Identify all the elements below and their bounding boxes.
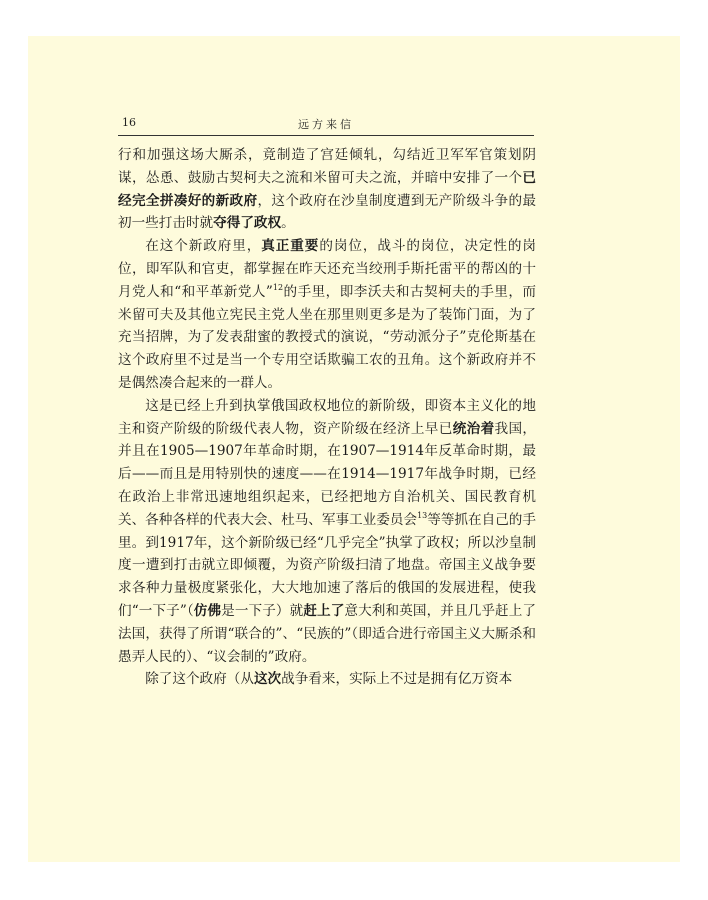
emphasized-text: 夺得了政权: [213, 215, 282, 232]
paragraph: [118, 235, 536, 395]
text-run: 是一下子）就: [221, 602, 304, 619]
paragraph: [118, 668, 536, 691]
text-run: 这是已经上升到执掌俄国政权地位的新阶级，即资本主义化的地主和资产阶级的阶级代表人物，资产阶级在经济上早已: [118, 397, 536, 437]
page-header: [118, 113, 534, 136]
emphasized-text: 赶上了: [303, 602, 345, 619]
paragraph: [118, 144, 536, 235]
emphasized-text: 这次: [253, 671, 282, 688]
text-run: 的岗位，战斗的岗位，决定性的岗位，即军队和官吏，都掌握在昨天还充当绞刑手斯托雷平的帮凶的十月党人和“和平革新党人”: [118, 238, 537, 300]
footnote-marker: 12: [272, 282, 284, 292]
text-run: 行和加强这场大厮杀，竟制造了宫廷倾轧，勾结近卫军军官策划阴谋，怂恿、鼓励古契柯夫之流和米留可夫之流，并暗中安排了一个: [118, 147, 536, 186]
page-number: 16: [122, 116, 136, 129]
text-run: 意大利和英国，并且几乎赶上了法国，获得了所谓“联合的”、“民族的”（即适合进行帝国主义大厮杀和愚弄人民的）、“议会制的”政府。: [118, 602, 537, 665]
emphasized-text: 仿佛: [193, 602, 222, 619]
running-title: 远方来信: [298, 118, 354, 131]
text-run: 在这个新政府里，: [145, 238, 262, 255]
footnote-marker: 13: [417, 510, 428, 520]
text-run: 。: [281, 215, 295, 232]
emphasized-text: 已经完全拼凑好的新政府: [118, 169, 536, 209]
emphasized-text: 统治着: [452, 420, 495, 437]
text-run: 等等抓在自己的手里。到1917年，这个新阶级已经“几乎完全”执掌了政权；所以沙皇制度一遭到打击就立即倾覆，为资产阶级扫清了地盘。帝国主义战争要求各种力量极度紧张化，大大地加速了落后的俄国的发展进程，使我们“一下子”（: [118, 511, 536, 619]
body-text: [118, 144, 536, 691]
text-run: ，这个政府在沙皇制度遭到无产阶级斗争的最初一些打击时就: [118, 192, 537, 232]
text-run: 除了这个政府（从: [145, 671, 254, 688]
text-run: 我国，并且在1905—1907年革命时期，在1907—1914年反革命时期，最后——而且是用特别快的速度——在1914—1917年战争时期，已经在政治上非常迅速地组织起来，已经把地方自治机关、国民教育机关、各种各样的代表大会、杜马、军事工业委员会: [118, 420, 537, 528]
paragraph: [118, 395, 536, 669]
text-run: 战争看来，实际上不过是拥有亿万资本: [281, 671, 513, 688]
text-run: 的手里，即李沃夫和古契柯夫的手里，而米留可夫及其他立宪民主党人坐在那里则更多是为了装饰门面，为了充当招牌，为了发表甜蜜的教授式的演说，“劳动派分子”克伦斯基在这个政府里不过是当一个专用空话欺骗工农的丑角。这个新政府并不是偶然凑合起来的一群人。: [118, 283, 536, 391]
emphasized-text: 真正重要: [261, 238, 320, 255]
